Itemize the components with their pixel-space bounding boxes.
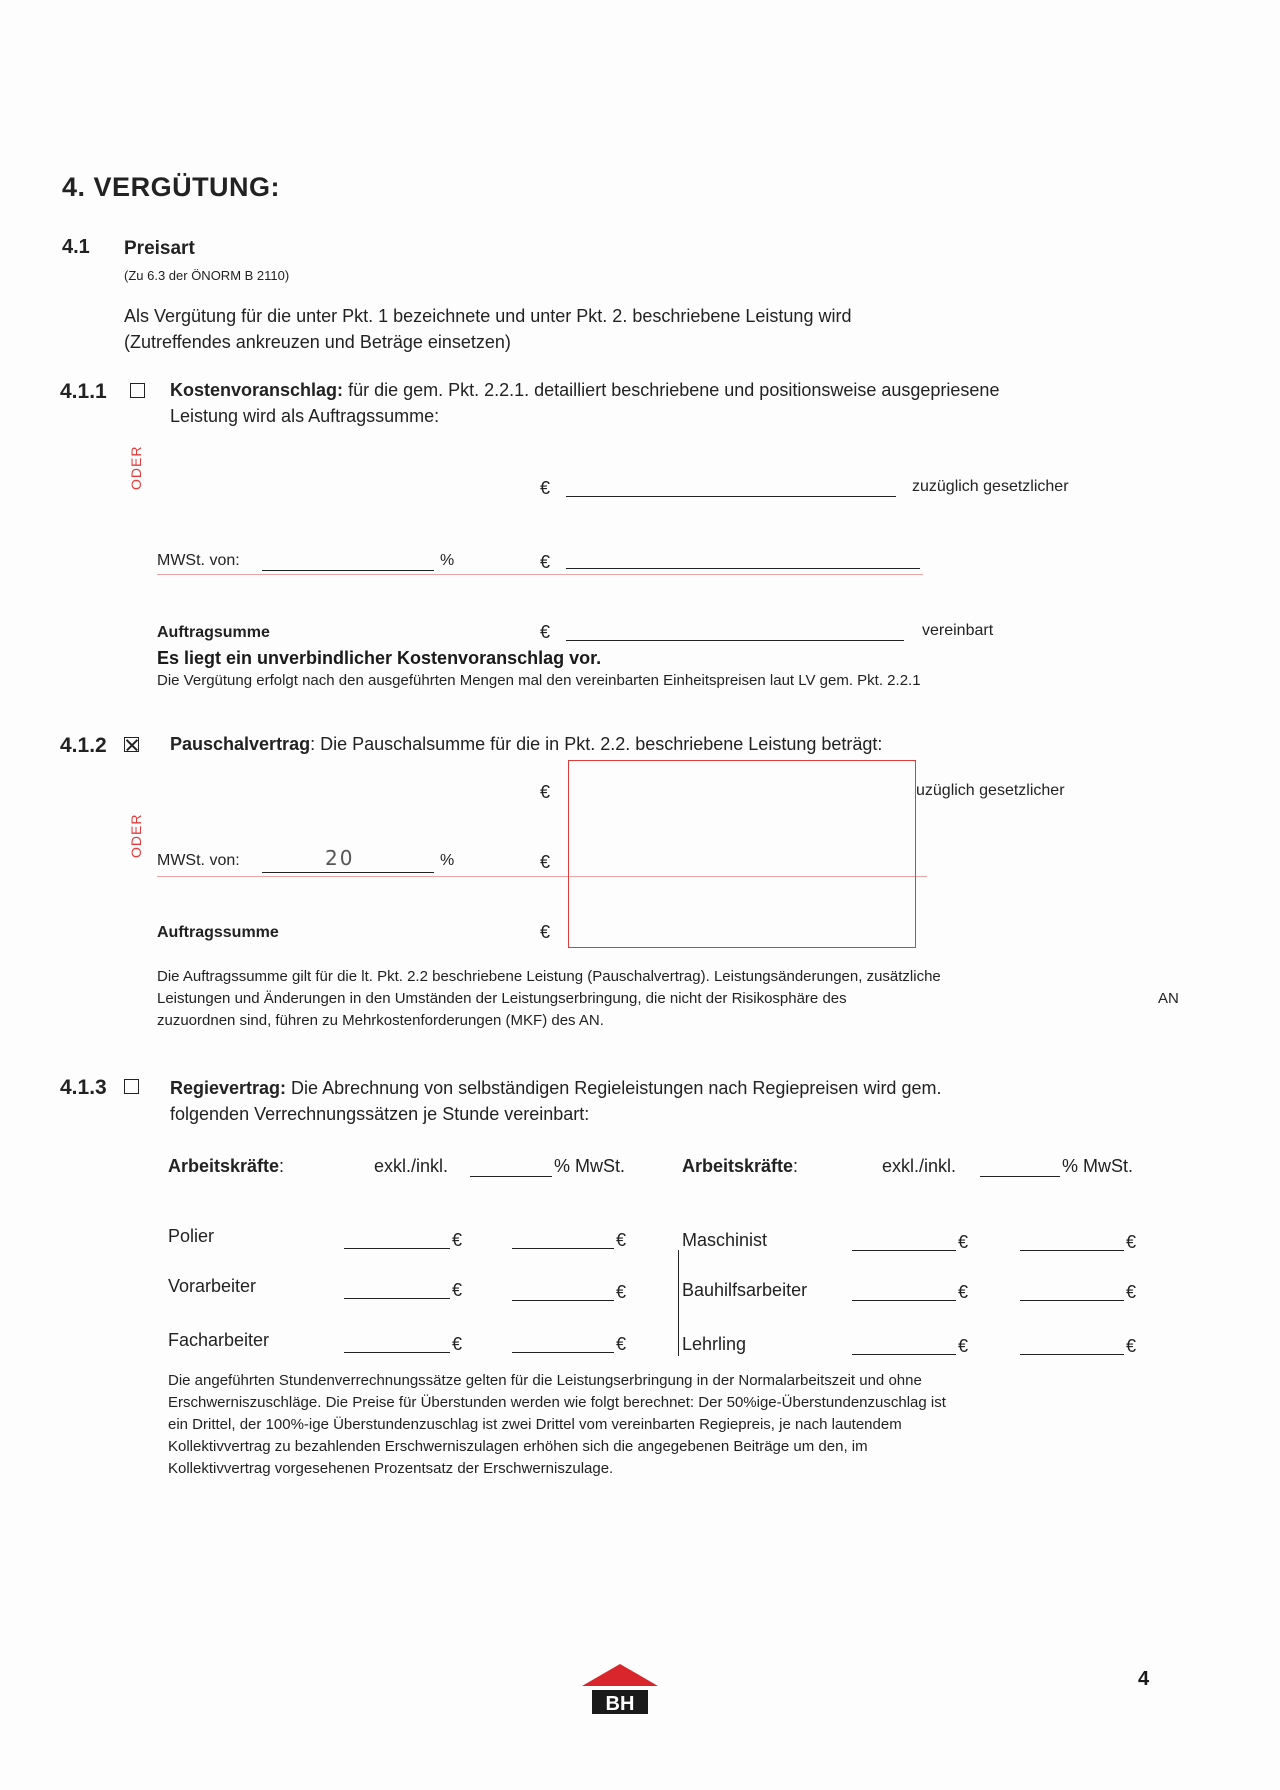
regie-footnote-line3: ein Drittel, der 100%-ige Überstundenzuschlag ist zwei Drittel vom vereinbarten Regiepreis, je nach lautendem <box>168 1416 902 1433</box>
regie-polier-euro-1: € <box>452 1230 463 1250</box>
company-logo <box>580 1660 660 1720</box>
kva-euro-3: € <box>540 622 551 642</box>
kostenvoranschlag-title: Kostenvoranschlag: <box>170 380 344 400</box>
kva-amount-field-1[interactable] <box>566 496 896 497</box>
regie-vorarbeiter-euro-2: € <box>616 1282 627 1302</box>
pv-mwst-label: MWSt. von: <box>157 852 240 869</box>
regievertrag-line1 <box>170 1078 941 1099</box>
regievertrag-number: 4.1.3 <box>60 1076 107 1099</box>
page-number: 4 <box>1138 1668 1150 1690</box>
regie-lehrling-field-2[interactable] <box>1020 1354 1124 1355</box>
pauschalvertrag-title: Pauschalvertrag <box>170 734 311 754</box>
pv-mwst-value[interactable]: 20 <box>325 846 355 870</box>
regie-polier-field-2[interactable] <box>512 1248 614 1249</box>
oder-label-1: ODER <box>128 445 144 490</box>
pauschalvertrag-checkbox[interactable] <box>124 736 139 754</box>
regie-header-right-mwst: % MwSt. <box>1062 1156 1134 1176</box>
logo-roof-shape <box>582 1664 658 1686</box>
regie-maschinist-field-2[interactable] <box>1020 1250 1124 1251</box>
pauschalvertrag-line1 <box>170 734 882 755</box>
regie-polier-field-1[interactable] <box>344 1248 450 1249</box>
regie-footnote-line5: Kollektivvertrag vorgesehenen Prozentsatz der Erschwerniszulage. <box>168 1460 614 1477</box>
regie-footnote-line1: Die angeführten Stundenverrechnungssätze gelten für die Leistungserbringung in der Normalarbeitszeit und ohne <box>168 1372 922 1389</box>
regie-footnote-line2: Erschwerniszuschläge. Die Preise für Überstunden werden wie folgt berechnet: Der 50%ige-Überstundenzuschlag ist <box>168 1394 946 1411</box>
pv-note-line3: zuzuordnen sind, führen zu Mehrkostenforderungen (MKF) des AN. <box>157 1012 604 1029</box>
kva-note: Die Vergütung erfolgt nach den ausgeführten Mengen mal den vereinbarten Einheitspreisen laut LV gem. Pkt. 2.2.1 <box>157 672 921 689</box>
regie-header-left-mwst-field[interactable] <box>470 1176 552 1177</box>
regie-maschinist-field-1[interactable] <box>852 1250 956 1251</box>
kva-mwst-label: MWSt. von: <box>157 552 240 569</box>
pv-euro-1: € <box>540 782 551 802</box>
kva-amount-field-2[interactable] <box>566 568 920 569</box>
kva-mwst-field[interactable] <box>262 570 434 571</box>
kostenvoranschlag-checkbox[interactable] <box>130 382 145 400</box>
regie-row-vorarbeiter: Vorarbeiter <box>168 1276 257 1296</box>
preisart-title: Preisart <box>124 238 195 259</box>
regie-polier-euro-2: € <box>616 1230 627 1250</box>
logo-text: BH <box>605 1693 635 1715</box>
regie-facharbeiter-euro-1: € <box>452 1334 463 1354</box>
regie-bauhilfsarbeiter-field-1[interactable] <box>852 1300 956 1301</box>
regie-header-right-label: Arbeitskräfte <box>682 1156 794 1176</box>
kva-note-bold: Es liegt ein unverbindlicher Kostenvoranschlag vor. <box>157 648 602 668</box>
regievertrag-line2: folgenden Verrechnungssätzen je Stunde vereinbart: <box>170 1104 590 1124</box>
kva-euro-2: € <box>540 552 551 572</box>
regievertrag-title: Regievertrag: <box>170 1078 287 1098</box>
regie-lehrling-euro-1: € <box>958 1336 969 1356</box>
regie-bauhilfsarbeiter-euro-2: € <box>1126 1282 1137 1302</box>
section-number: 4. <box>62 172 86 202</box>
regie-row-facharbeiter: Facharbeiter <box>168 1330 270 1350</box>
regie-maschinist-euro-1: € <box>958 1232 969 1252</box>
regie-header-left-label: Arbeitskräfte <box>168 1156 280 1176</box>
pv-note-line2: Leistungen und Änderungen in den Umständen der Leistungserbringung, die nicht der Risikosphäre des <box>157 990 847 1007</box>
pv-euro-2: € <box>540 852 551 872</box>
pv-percent: % <box>440 852 455 869</box>
pv-redacted-amount-box <box>568 760 916 948</box>
regievertrag-text: Die Abrechnung von selbständigen Regieleistungen nach Regiepreisen wird gem. <box>286 1078 942 1098</box>
preisart-number: 4.1 <box>62 236 90 258</box>
section-heading <box>62 172 280 203</box>
regie-facharbeiter-field-2[interactable] <box>512 1352 614 1353</box>
pv-mwst-field <box>262 872 434 873</box>
oder-label-2: ODER <box>128 813 144 858</box>
logo-graphic <box>580 1660 660 1720</box>
pv-zuzueglich: uzüglich gesetzlicher <box>916 782 1065 799</box>
kva-zuzueglich: zuzüglich gesetzlicher <box>912 478 1069 495</box>
pv-note-line2-end: AN <box>1158 990 1179 1007</box>
regie-row-bauhilfsarbeiter: Bauhilfsarbeiter <box>682 1280 808 1300</box>
regie-header-right-excl: exkl./inkl. <box>882 1156 957 1176</box>
regie-row-polier: Polier <box>168 1226 215 1246</box>
regie-vorarbeiter-field-2[interactable] <box>512 1300 614 1301</box>
regie-header-right-mwst-field[interactable] <box>980 1176 1060 1177</box>
regie-header-left-mwst: % MwSt. <box>554 1156 626 1176</box>
regie-footnote-line4: Kollektivvertrag zu bezahlenden Erschwerniszulagen erhöhen sich die angegebenen Beiträge um den, im <box>168 1438 868 1455</box>
regie-header-left-colon: : <box>279 1156 285 1176</box>
regie-header-right-colon: : <box>793 1156 799 1176</box>
regie-vorarbeiter-field-1[interactable] <box>344 1298 450 1299</box>
preisart-intro-line1: Als Vergütung für die unter Pkt. 1 bezeichnete und unter Pkt. 2. beschriebene Leistung wird <box>124 306 852 326</box>
regie-maschinist-euro-2: € <box>1126 1232 1137 1252</box>
regie-row-lehrling: Lehrling <box>682 1334 747 1354</box>
pv-euro-3: € <box>540 922 551 942</box>
regie-header-left <box>168 1156 284 1177</box>
kostenvoranschlag-text: für die gem. Pkt. 2.2.1. detailliert beschriebene und positionsweise ausgepriesene <box>348 380 1000 400</box>
regie-lehrling-euro-2: € <box>1126 1336 1137 1356</box>
kva-auftragsumme-field[interactable] <box>566 640 904 641</box>
kva-red-divider <box>157 574 923 575</box>
regie-bauhilfsarbeiter-euro-1: € <box>958 1282 969 1302</box>
regie-bauhilfsarbeiter-field-2[interactable] <box>1020 1300 1124 1301</box>
kostenvoranschlag-line1 <box>170 380 999 401</box>
pauschalvertrag-number: 4.1.2 <box>60 734 107 757</box>
regie-facharbeiter-euro-2: € <box>616 1334 627 1354</box>
preisart-reference: (Zu 6.3 der ÖNORM B 2110) <box>124 268 290 283</box>
kva-auftragsumme-label: Auftragsumme <box>157 624 270 641</box>
regie-column-divider <box>678 1250 679 1356</box>
regie-vorarbeiter-euro-1: € <box>452 1280 463 1300</box>
regie-row-maschinist: Maschinist <box>682 1230 768 1250</box>
preisart-intro-line2: (Zutreffendes ankreuzen und Beträge einsetzen) <box>124 332 511 352</box>
pv-auftragssumme-label: Auftragssumme <box>157 924 279 941</box>
kva-euro-1: € <box>540 478 551 498</box>
regie-header-right <box>682 1156 798 1177</box>
pauschalvertrag-text: : Die Pauschalsumme für die in Pkt. 2.2. beschriebene Leistung beträgt: <box>310 734 883 754</box>
regievertrag-checkbox[interactable] <box>124 1078 139 1096</box>
kostenvoranschlag-number: 4.1.1 <box>60 380 107 403</box>
kva-vereinbart: vereinbart <box>922 622 994 639</box>
kva-percent: % <box>440 552 455 569</box>
regie-facharbeiter-field-1[interactable] <box>344 1352 450 1353</box>
section-title: VERGÜTUNG: <box>93 172 281 202</box>
regie-header-left-excl: exkl./inkl. <box>374 1156 449 1176</box>
kostenvoranschlag-line2: Leistung wird als Auftragssumme: <box>170 406 440 426</box>
pv-note-line1: Die Auftragssumme gilt für die lt. Pkt. 2.2 beschriebene Leistung (Pauschalvertrag). Leistungsänderungen, zusätzliche <box>157 968 941 985</box>
regie-lehrling-field-1[interactable] <box>852 1354 956 1355</box>
